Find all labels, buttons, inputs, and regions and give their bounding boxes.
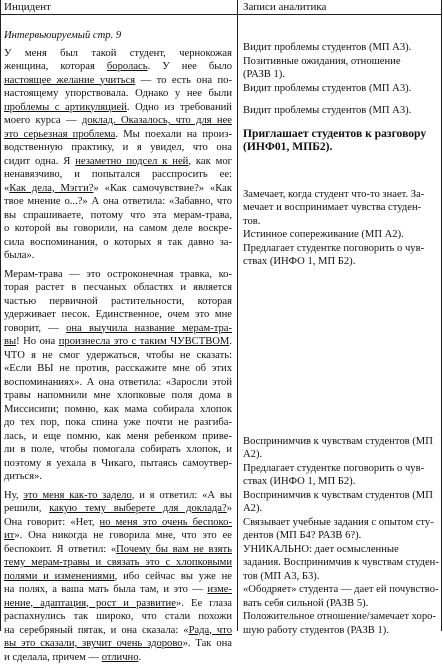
text-line: говорит, — она выучила название мерам-тра- <box>4 322 232 336</box>
text-line: ствах (ИНФО 1, МП Б2). <box>243 475 437 489</box>
note-offers-talk-2 <box>243 462 437 489</box>
note-notices-knowledge <box>243 188 437 229</box>
text-line: вы это сказали, звучит очень здорово». Так она <box>4 637 232 651</box>
underlined-text: она выучила название мерам-тра- <box>66 323 232 334</box>
text-line: У меня был такой студент, чернокожая <box>4 47 232 61</box>
table-right-border <box>441 0 442 631</box>
text-line: дентов (МП Б4? РАЗВ 6?). <box>243 529 437 543</box>
text-line: это серьезная проблема. Мы поехали на произ- <box>4 128 232 142</box>
interview-title: Интервьюируемый стр. 9 <box>4 29 232 43</box>
text-line: о которой вы говорили, на самом деле воскре- <box>4 222 232 236</box>
underlined-text: незаметно подсел к ней <box>75 156 188 167</box>
underlined-text: но меня это очень беспоко- <box>100 517 232 528</box>
text-line: удерживает песок. Единственное, очем это мне <box>4 308 232 322</box>
text-line: водственную практику, и я увидел, что она <box>4 141 232 155</box>
text-line: распахнулись так широко, что стали похожи <box>4 610 232 624</box>
text-line: лась, и еще помню, как меня ребенком приве- <box>4 430 232 444</box>
underlined-text: вы <box>4 336 16 347</box>
note-sees-problems-2 <box>243 82 437 96</box>
text-line: тов. <box>243 215 437 229</box>
underlined-text: это меня как-то задело <box>23 490 131 501</box>
underlined-text: ит <box>4 530 14 541</box>
text-line: ненавязчиво, и попытался расспросить ее: <box>4 168 232 182</box>
text-line: ли в поле, чтобы помогала собирать хлопок, и <box>4 443 232 457</box>
text-line: ит». Она никогда не говорила мне, что это ее <box>4 529 232 543</box>
text-line: тов (МП А3, Б3). <box>243 570 437 584</box>
underlined-text: отлично <box>102 652 139 663</box>
text-line: частью первичной растительности, которая <box>4 295 232 309</box>
text-line: сидит одна. Я незаметно подсел к ней, как мог <box>4 155 232 169</box>
text-line: шую работу студентов (РАЗВ 1). <box>243 624 437 638</box>
text-line: ствах (ИНФО 1, МП Б2). <box>243 255 437 269</box>
incident-column <box>4 29 232 664</box>
text-line: Видит проблемы студентов (МП А3). <box>243 82 437 96</box>
text-line: Она говорит: «Нет, но меня это очень беспоко- <box>4 516 232 530</box>
text-line: Позитивные ожидания, отношение <box>243 55 437 69</box>
underlined-text: полями и изменениями <box>4 571 115 582</box>
note-encourages <box>243 583 437 610</box>
underlined-text: настоящее желание учиться <box>4 75 135 86</box>
text-line: Видит проблемы студентов (МП А3). <box>243 41 437 55</box>
text-line: настоящему упорствовала. Однако у нее были <box>4 87 232 101</box>
text-line: Ну, это меня как-то задело, и я ответил: «А вы <box>4 489 232 503</box>
underlined-text: какую тему выберете для доклада? <box>49 503 227 514</box>
underlined-text: произнесла это с таким ЧУВСТВОМ <box>59 336 230 347</box>
text-line: (ИНФ01, МПБ2). <box>243 140 437 154</box>
note-offers-talk-1 <box>243 242 437 269</box>
text-line: А2). <box>243 502 437 516</box>
text-line: проблемы с артикуляцией. Одно из требований <box>4 101 232 115</box>
note-receptive-2 <box>243 489 437 516</box>
header-analyst-notes: Записи аналитика <box>243 1 326 14</box>
text-line: вать себя сильной (РАЗВ 5). <box>243 597 437 611</box>
text-line: Истинное сопереживание (МП А2). <box>243 228 437 242</box>
column-divider <box>237 0 238 631</box>
text-line: торая растет в песчаных областях и является <box>4 281 232 295</box>
text-line: травы напомнили мне хлопковые поля дома в <box>4 389 232 403</box>
underlined-text: Почему бы вам не взять <box>116 544 232 555</box>
note-links-assignments <box>243 516 437 543</box>
text-line: до тех пор, пока спина уже почти не разгиба- <box>4 416 232 430</box>
text-line: беспокоит. Я ответил: «Почему бы вам не взять <box>4 543 232 557</box>
text-line: на полях, а ваша мать была там, и это — изме- <box>4 583 232 597</box>
text-line: Мерам-трава — это остроконечная травка, ко- <box>4 268 232 282</box>
text-line: «Как дела, Мэгги?» «Как самочувствие?» «Как <box>4 182 232 196</box>
text-line: твое мнение о...?» А она ответила: «Забавно, что <box>4 195 232 209</box>
note-true-empathy <box>243 228 437 242</box>
header-incident: Инцидент <box>4 1 51 14</box>
incident-paragraph-3 <box>4 489 232 664</box>
text-line: Положительное отношение/замечает хоро- <box>243 610 437 624</box>
text-line: Приглашает студентов к разговору <box>243 127 437 141</box>
text-line: Воспринимчив к чувствам студентов (МП <box>243 435 437 449</box>
text-line: Видит проблемы студентов (МП А3). <box>243 104 437 118</box>
text-line: ЧТО я не смог удержаться, чтобы не сказать: <box>4 349 232 363</box>
text-line: нение, адаптация, рост и развитие». Ее глаза <box>4 597 232 611</box>
text-line: (РАЗВ 1). <box>243 68 437 82</box>
text-line: вы спрашиваете, потому что эта мерам-трава, <box>4 209 232 223</box>
text-line: поэтому я уехала в Чикаго, пытаясь самоутвер- <box>4 457 232 471</box>
note-positive-expectations <box>243 55 437 82</box>
text-line: Воспринимчив к чувствам студентов (МП <box>243 489 437 503</box>
text-line: диться». <box>4 470 232 484</box>
text-line: сила воспоминания, о которых я так давно за- <box>4 236 232 250</box>
text-line: полями и изменениями, ибо сейчас вы уже не <box>4 570 232 584</box>
text-line: женщина, которая боролась. У нее было <box>4 60 232 74</box>
text-line: мечает и воспринимает чувства студен- <box>243 201 437 215</box>
underlined-text: Как дела, Мэгги? <box>9 183 93 194</box>
underlined-text: Рада, что <box>189 625 232 636</box>
text-line: УНИКАЛЬНО: дает осмысленные <box>243 543 437 557</box>
text-line: Замечает, когда студент что-то знает. За- <box>243 188 437 202</box>
text-line: настоящее желание учиться — то есть она по- <box>4 74 232 88</box>
incident-paragraph-2 <box>4 268 232 484</box>
text-line: «Ободряет» студента — дает ей почувство- <box>243 583 437 597</box>
underlined-text: доклад. Оказалось, что для нее <box>82 115 232 126</box>
text-line: Связывает учебные задания с опытом сту- <box>243 516 437 530</box>
text-line: воспоминаниях». А она ответила: «Заросли этой <box>4 376 232 390</box>
header-rule <box>0 14 442 15</box>
underlined-text: боролась <box>107 61 148 72</box>
underlined-text: это серьезная проблема <box>4 129 115 140</box>
underlined-text: проблемы с артикуляцией <box>4 102 127 113</box>
text-line: решили, какую тему выберете для доклада?» <box>4 502 232 516</box>
text-line: «Если ВЫ не против, расскажите мне об этих <box>4 362 232 376</box>
note-sees-problems-1 <box>243 41 437 55</box>
text-line: моего курса — доклад. Оказалось, что для нее <box>4 114 232 128</box>
text-line: и сделала, причем — отлично. <box>4 651 232 664</box>
text-line: на серебряный пятак, и она сказала: «Рада, что <box>4 624 232 638</box>
text-line: вы! Но она произнесла это с таким ЧУВСТВОМ. <box>4 335 232 349</box>
underlined-text: вы это сказали, звучит очень здорово <box>4 638 183 649</box>
note-receptive-1 <box>243 435 437 462</box>
text-line: Предлагает студентке поговорить о чув- <box>243 242 437 256</box>
text-line: А2). <box>243 448 437 462</box>
text-line: задания. Воспринимчив к чувствам студен- <box>243 556 437 570</box>
text-line: была». <box>4 249 232 263</box>
text-line: Предлагает студентке поговорить о чув- <box>243 462 437 476</box>
underlined-text: изме- <box>207 584 232 595</box>
underlined-text: тему мерам-травы и связать это с хлопковыми <box>4 557 232 568</box>
text-line: Миссисипи; помню, как мама собирала хлопок <box>4 403 232 417</box>
note-positive-attitude <box>243 610 437 637</box>
note-sees-problems-3 <box>243 104 437 118</box>
incident-paragraph-1 <box>4 47 232 263</box>
table-left-border <box>0 0 1 631</box>
note-unique <box>243 543 437 584</box>
underlined-text: нение, адаптация, рост и развитие <box>4 598 176 609</box>
text-line <box>4 556 232 570</box>
analyst-notes-column <box>243 41 437 637</box>
note-invites-conversation <box>243 127 437 154</box>
